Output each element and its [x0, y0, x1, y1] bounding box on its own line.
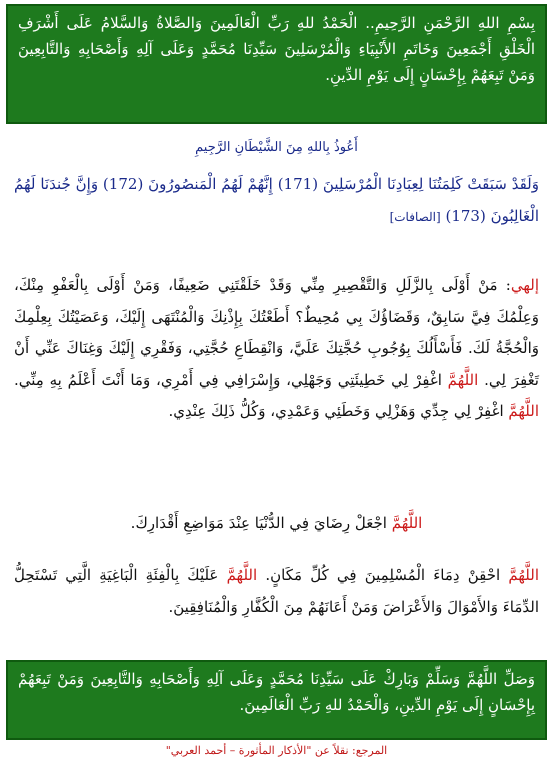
quran-verse-block: [14, 168, 539, 233]
isti3adha-line: أَعُوذُ بِاللهِ مِنَ الشَّيْطَانِ الرَّجِيمِ: [195, 140, 358, 155]
ilahi-label: إلهي: [510, 276, 539, 294]
reference-note: المرجع: نقلاً عن "الأذكار المأثورة – أحمد العربي": [165, 744, 388, 757]
supplication-part3: اغْفِرْ لِي جِدِّي وَهَزْلِي وَخَطَئِي وَعَمْدِي، وَكُلُّ ذَلِكَ عِنْدِي.: [168, 402, 509, 420]
allahumma-label: اللَّهُمَّ: [447, 370, 479, 389]
quran-verse: وَلَقَدْ سَبَقَتْ كَلِمَتُنَا لِعِبَادِنَا الْمُرْسَلِينَ (171) إِنَّهُمْ لَهُمُ الْمَنصُورُونَ (172) وَإِنَّ جُندَنَا لَهُمُ الْغَالِبُونَ (173): [14, 175, 539, 225]
supplication-part4: اجْعَلْ رِضَايَ فِي الدُّنْيَا عِنْدَ مَوَاضِعِ أَقْدَارِكَ.: [130, 514, 392, 532]
opening-box: [6, 4, 547, 124]
opening-text: بِسْمِ اللهِ الرَّحْمَنِ الرَّحِيمِ.. الْحَمْدُ للهِ رَبِّ الْعَالَمِينَ وَالصَّلاةُ وَالسَّلامُ عَلَى أَشْرَفِ الْخَلْقِ أَجْمَعِينَ وَخَاتَمِ الأَنْبِيَاءِ وَالْمُرْسَلِينَ سَيِّدِنَا مُحَمَّدٍ وَعَلَى آلِهِ وَأَصْحَابِهِ وَالتَّابِعِينَ وَمَنْ تَبِعَهُمْ بِإِحْسَانٍ إِلَى يَوْمِ الدِّينِ.: [18, 14, 535, 84]
allahumma-label: اللَّهُمَّ: [508, 566, 539, 584]
allahumma-label: اللَّهُمَّ: [391, 514, 423, 532]
allahumma-label: اللَّهُمَّ: [226, 566, 258, 584]
supplication-main: [14, 270, 539, 428]
supplication-part5: احْقِنْ دِمَاءَ الْمُسْلِمِينَ فِي كُلِّ مَكَانٍ.: [257, 566, 509, 584]
supplication-part6: عَلَيْكَ بِالْفِئَةِ الْبَاغِيَةِ الَّتِي تَسْتَحِلُّ الدِّمَاءَ وَالأَمْوَالَ وَالأَعْرَاضَ وَمَنْ أَعَانَهُمْ مِنَ الْكُفَّارِ وَالْمُنَافِقِينَ.: [14, 566, 539, 616]
supplication-protection: [14, 560, 539, 623]
allahumma-label: اللَّهُمَّ: [508, 402, 539, 420]
supplication-satisfaction: [14, 508, 539, 540]
supplication-part2: اغْفِرْ لِي خَطِيئَتِي وَجَهْلِي، وَإِسْرَافِي فِي أَمْرِي، وَمَا أَنْتَ أَعْلَمُ بِهِ مِنِّي.: [14, 370, 448, 389]
surah-name: [الصافات]: [389, 210, 441, 224]
closing-box: [6, 660, 547, 740]
supplication-part1: : مَنْ أَوْلَى بِالزَّلَلِ وَالتَّقْصِيرِ مِنِّي وَقَدْ خَلَقْتَنِي ضَعِيفًا، وَمَنْ أَوْلَى بِالْعَفْوِ مِنْكَ، وَعِلْمُكَ فِيَّ سَابِقٌ، وَقَضَاؤُكَ بِي مُحِيطٌ؟ أَطَعْتُكَ بِإِذْنِكَ وَالْمُنْتَهَى إِلَيْكَ، وَعَصَيْتُكَ بِعِلْمِكَ وَالْحُجَّةُ لَكَ. فَأَسْأَلُكَ بِوُجُوبِ حُجَّتِكَ عَلَيَّ، وَانْقِطَاعِ حُجَّتِي، وَفَقْرِي إِلَيْكَ وَغِنَاكَ عَنِّي أَنْ تَغْفِرَ لِي.: [14, 276, 539, 389]
closing-text: وَصَلِّ اللَّهُمَّ وَسَلِّمْ وَبَارِكْ عَلَى سَيِّدِنَا مُحَمَّدٍ وَعَلَى آلِهِ وَأَصْحَابِهِ وَالتَّابِعِينَ وَمَنْ تَبِعَهُمْ بِإِحْسَانٍ إِلَى يَوْمِ الدِّينِ، وَالْحَمْدُ للهِ رَبِّ الْعَالَمِينَ.: [18, 670, 535, 714]
